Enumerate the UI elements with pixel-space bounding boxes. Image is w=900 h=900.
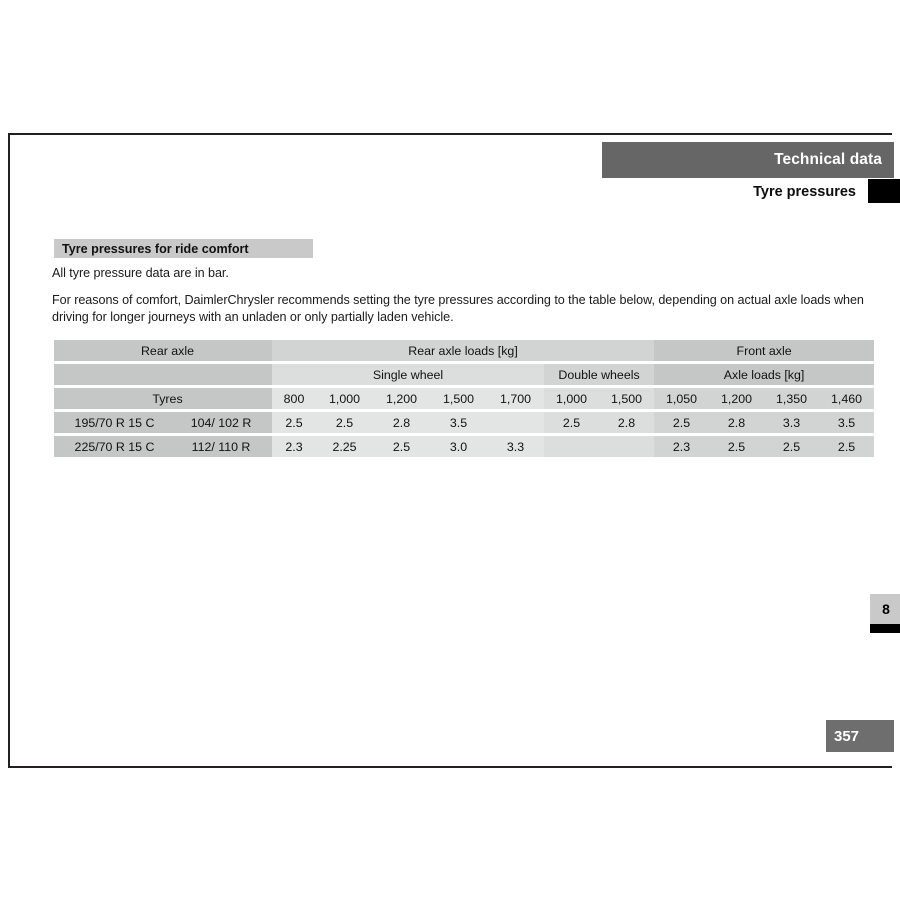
header-single-load-0: 800 <box>272 388 316 409</box>
row0-front-0: 2.5 <box>654 412 709 433</box>
header-single-load-1: 1,000 <box>316 388 373 409</box>
chapter-tab-number: 8 <box>882 601 890 617</box>
row0-double-1: 2.8 <box>599 412 654 433</box>
row1-single-4: 3.3 <box>487 436 544 457</box>
row1-front-1: 2.5 <box>709 436 764 457</box>
header-single-load-4: 1,700 <box>487 388 544 409</box>
running-header-section <box>602 178 894 206</box>
chapter-thumb-tab <box>870 594 900 624</box>
header-front-load-3: 1,460 <box>819 388 874 409</box>
row1-single-0: 2.3 <box>272 436 316 457</box>
subgroup-single-wheel: Single wheel <box>272 364 544 385</box>
running-header-chapter-label: Technical data <box>774 151 882 168</box>
section-heading <box>54 239 313 258</box>
row1-front-2: 2.5 <box>764 436 819 457</box>
row1-single-1: 2.25 <box>316 436 373 457</box>
intro-text: All tyre pressure data are in bar. <box>52 266 229 280</box>
section-heading-label: Tyre pressures for ride comfort <box>62 241 249 256</box>
header-front-load-1: 1,200 <box>709 388 764 409</box>
row0-load-index: 104/ 102 R <box>166 412 272 433</box>
subgroup-double-wheels: Double wheels <box>544 364 654 385</box>
row1-double-0 <box>544 436 599 457</box>
section-marker-tab <box>868 179 900 203</box>
row0-front-3: 3.5 <box>819 412 874 433</box>
page-number: 357 <box>834 727 860 745</box>
row0-single-1: 2.5 <box>316 412 373 433</box>
group-rear-axle: Rear axle <box>54 340 272 361</box>
page-number-folio <box>826 720 894 752</box>
header-tyres: Tyres <box>54 388 272 409</box>
row1-front-0: 2.3 <box>654 436 709 457</box>
row0-tyre: 195/70 R 15 C <box>54 412 166 433</box>
row1-front-3: 2.5 <box>819 436 874 457</box>
table-header-row-subgroups <box>54 364 874 385</box>
manual-page-sheet <box>8 133 892 768</box>
group-front-axle: Front axle <box>654 340 874 361</box>
row1-single-3: 3.0 <box>430 436 487 457</box>
header-front-load-0: 1,050 <box>654 388 709 409</box>
row1-single-2: 2.5 <box>373 436 430 457</box>
group-rear-axle-loads: Rear axle loads [kg] <box>272 340 654 361</box>
row0-front-2: 3.3 <box>764 412 819 433</box>
header-single-load-3: 1,500 <box>430 388 487 409</box>
row0-single-4 <box>487 412 544 433</box>
table-header-row-groups <box>54 340 874 361</box>
row0-front-1: 2.8 <box>709 412 764 433</box>
tyre-pressure-table <box>54 340 874 457</box>
table-row <box>54 412 874 433</box>
header-double-load-0: 1,000 <box>544 388 599 409</box>
running-header-section-label: Tyre pressures <box>753 184 856 200</box>
header-double-load-1: 1,500 <box>599 388 654 409</box>
row1-tyre: 225/70 R 15 C <box>54 436 166 457</box>
running-header-chapter <box>602 142 894 178</box>
row0-single-3: 3.5 <box>430 412 487 433</box>
row0-double-0: 2.5 <box>544 412 599 433</box>
body-paragraph: For reasons of comfort, DaimlerChrysler recommends setting the tyre pressures according to the table below, depending on actual axle loads when driving for longer journeys with an unladen or only partially laden vehicle. <box>52 293 864 324</box>
table-header-row-loads <box>54 388 874 409</box>
header-single-load-2: 1,200 <box>373 388 430 409</box>
table-row <box>54 436 874 457</box>
header-front-load-2: 1,350 <box>764 388 819 409</box>
row1-double-1 <box>599 436 654 457</box>
chapter-thumb-tab-shadow <box>870 624 900 633</box>
subgroup-axle-loads: Axle loads [kg] <box>654 364 874 385</box>
subgroup-spacer <box>54 364 272 385</box>
row0-single-2: 2.8 <box>373 412 430 433</box>
row1-load-index: 112/ 110 R <box>166 436 272 457</box>
row0-single-0: 2.5 <box>272 412 316 433</box>
